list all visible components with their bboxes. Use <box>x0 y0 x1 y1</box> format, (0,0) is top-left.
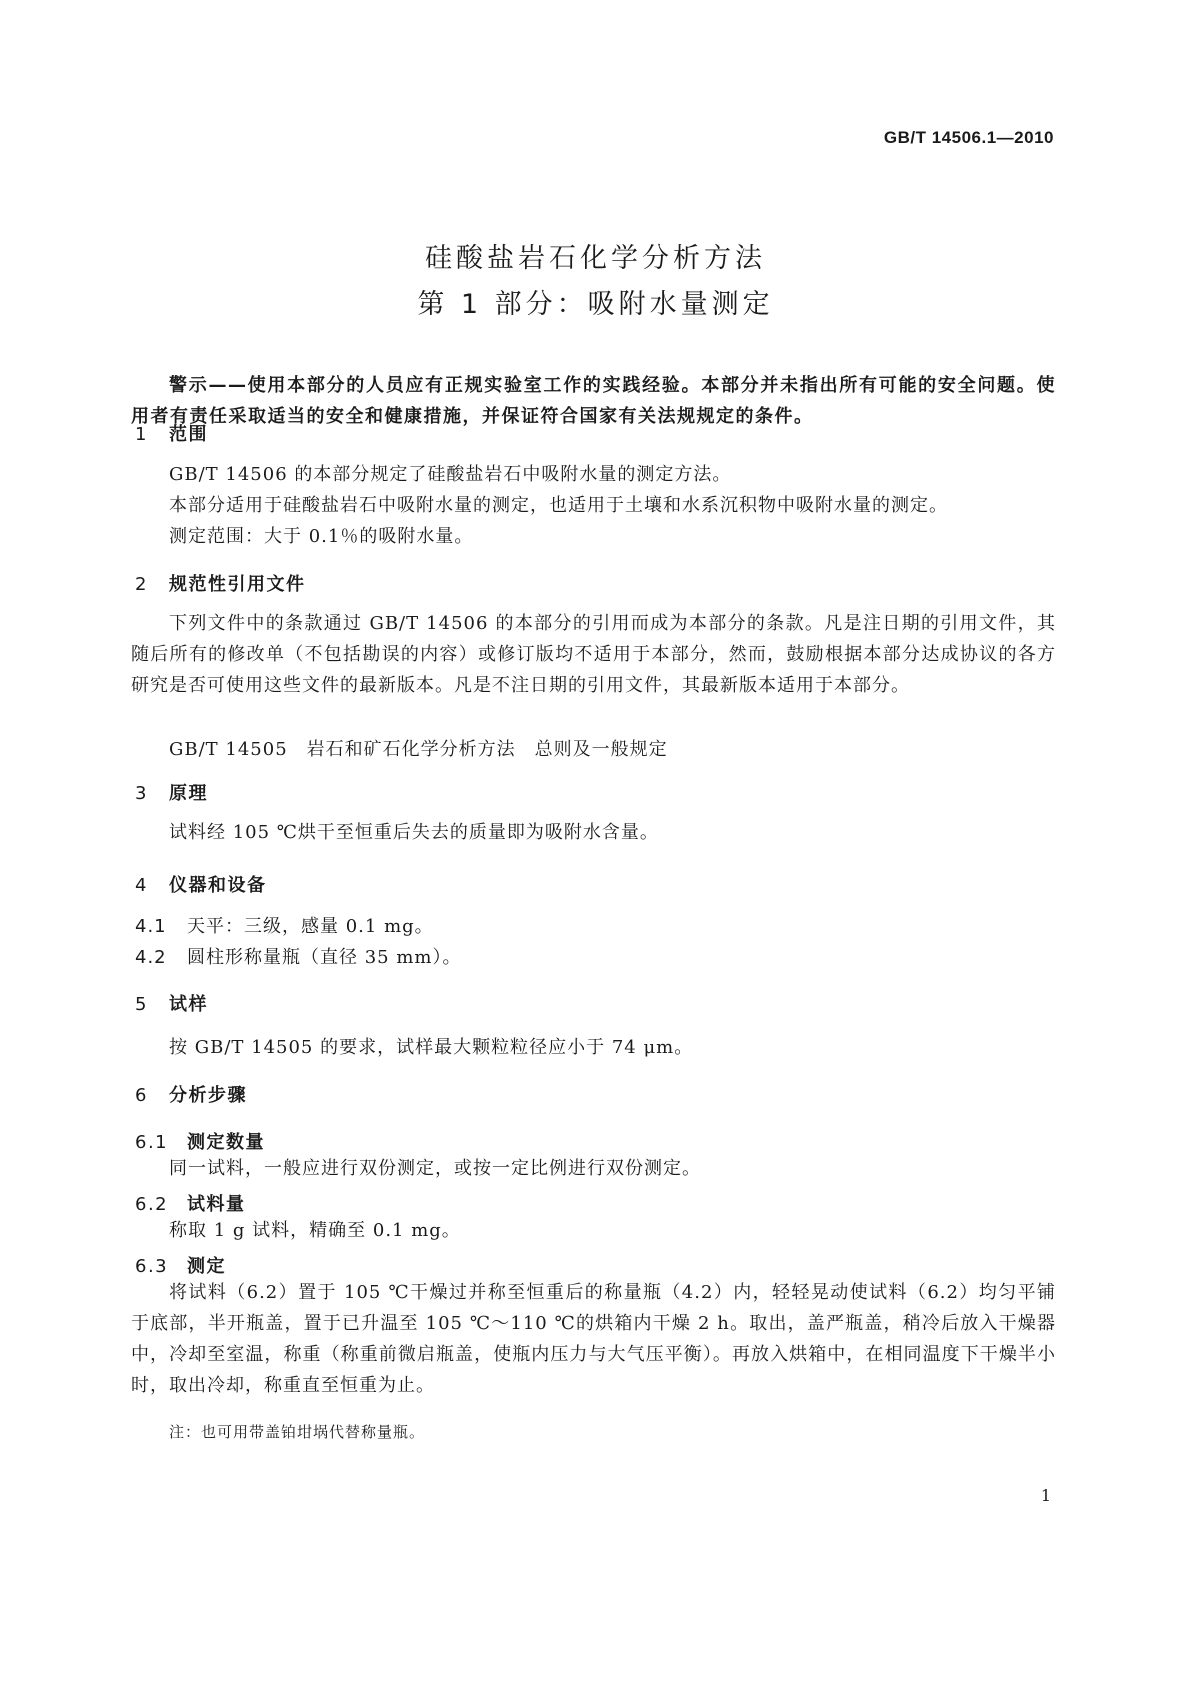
warning-paragraph: 警示——使用本部分的人员应有正规实验室工作的实践经验。本部分并未指出所有可能的安全问题。使用者有责任采取适当的安全和健康措施，并保证符合国家有关法规规定的条件。 <box>131 375 1056 427</box>
subsection-title: 试料量 <box>187 1194 246 1215</box>
subsection-number: 6.3 <box>135 1256 169 1277</box>
paragraph: 按 GB/T 14505 的要求，试样最大颗粒粒径应小于 74 μm。 <box>169 1037 694 1058</box>
page-number: 1 <box>1040 1486 1051 1505</box>
subsection-heading <box>135 1128 265 1154</box>
paragraph: 称取 1 g 试料，精确至 0.1 mg。 <box>169 1220 461 1241</box>
section-number: 4 <box>135 875 148 896</box>
section-heading-normative-references <box>135 570 306 596</box>
item-text: 天平：三级，感量 0.1 mg。 <box>187 916 434 937</box>
subsection-number: 6.2 <box>135 1194 169 1215</box>
paragraph: 下列文件中的条款通过 GB/T 14506 的本部分的引用而成为本部分的条款。凡是注日期的引用文件，其随后所有的修改单（不包括勘误的内容）或修订版均不适用于本部分，然而，鼓励根据本部分达成协议的各方研究是否可使用这些文件的最新版本。凡是不注日期的引用文件，其最新版本适用于本部分。 <box>131 613 1056 696</box>
note: 注：也可用带盖铂坩埚代替称量瓶。 <box>169 1423 426 1441</box>
section-title: 范围 <box>169 424 208 445</box>
section-number: 3 <box>135 783 148 804</box>
paragraph: 本部分适用于硅酸盐岩石中吸附水量的测定，也适用于土壤和水系沉积物中吸附水量的测定。 <box>169 495 948 516</box>
section-number: 5 <box>135 994 148 1015</box>
subsection-heading <box>135 1190 246 1216</box>
section-number: 6 <box>135 1085 148 1106</box>
subsection-heading <box>135 1252 226 1278</box>
section-title: 试样 <box>169 994 208 1015</box>
section-title: 规范性引用文件 <box>169 574 306 595</box>
section-title: 仪器和设备 <box>169 875 267 896</box>
section-heading-procedure <box>135 1081 247 1107</box>
document-subtitle: 第 1 部分：吸附水量测定 <box>417 289 774 320</box>
list-item <box>135 912 434 938</box>
paragraph: 将试料（6.2）置于 105 ℃干燥过并称至恒重后的称量瓶（4.2）内，轻轻晃动使试料（6.2）均匀平铺于底部，半开瓶盖，置于已升温至 105 ℃～110 ℃的烘箱内干燥 2 h。取出，盖严瓶盖，稍冷后放入干燥器中，冷却至室温，称重（称重前微启瓶盖，使瓶内压力与大气压平衡）。再放入烘箱中，在相同温度下干燥半小时，取出冷却，称重直至恒重为止。 <box>131 1282 1056 1396</box>
item-text: 圆柱形称量瓶（直径 35 mm）。 <box>187 947 462 968</box>
section-number: 1 <box>135 424 148 445</box>
item-number: 4.1 <box>135 916 167 937</box>
paragraph: GB/T 14506 的本部分规定了硅酸盐岩石中吸附水量的测定方法。 <box>169 464 732 485</box>
section-number: 2 <box>135 574 148 595</box>
section-title: 分析步骤 <box>169 1085 247 1106</box>
subsection-number: 6.1 <box>135 1132 169 1153</box>
section-title: 原理 <box>169 783 208 804</box>
document-title: 硅酸盐岩石化学分析方法 <box>425 243 766 274</box>
item-number: 4.2 <box>135 947 167 968</box>
paragraph: 测定范围：大于 0.1％的吸附水量。 <box>169 526 474 547</box>
section-heading-scope <box>135 420 208 446</box>
reference-entry: GB/T 14505 岩石和矿石化学分析方法 总则及一般规定 <box>169 739 668 760</box>
paragraph: 试料经 105 ℃烘干至恒重后失去的质量即为吸附水含量。 <box>169 822 659 843</box>
standard-number: GB/T 14506.1—2010 <box>883 128 1054 147</box>
subsection-title: 测定 <box>187 1256 226 1277</box>
paragraph: 同一试料，一般应进行双份测定，或按一定比例进行双份测定。 <box>169 1158 701 1179</box>
list-item <box>135 943 461 969</box>
section-heading-principle <box>135 779 208 805</box>
subsection-title: 测定数量 <box>187 1132 265 1153</box>
section-heading-sample <box>135 990 208 1016</box>
section-heading-apparatus <box>135 871 267 897</box>
